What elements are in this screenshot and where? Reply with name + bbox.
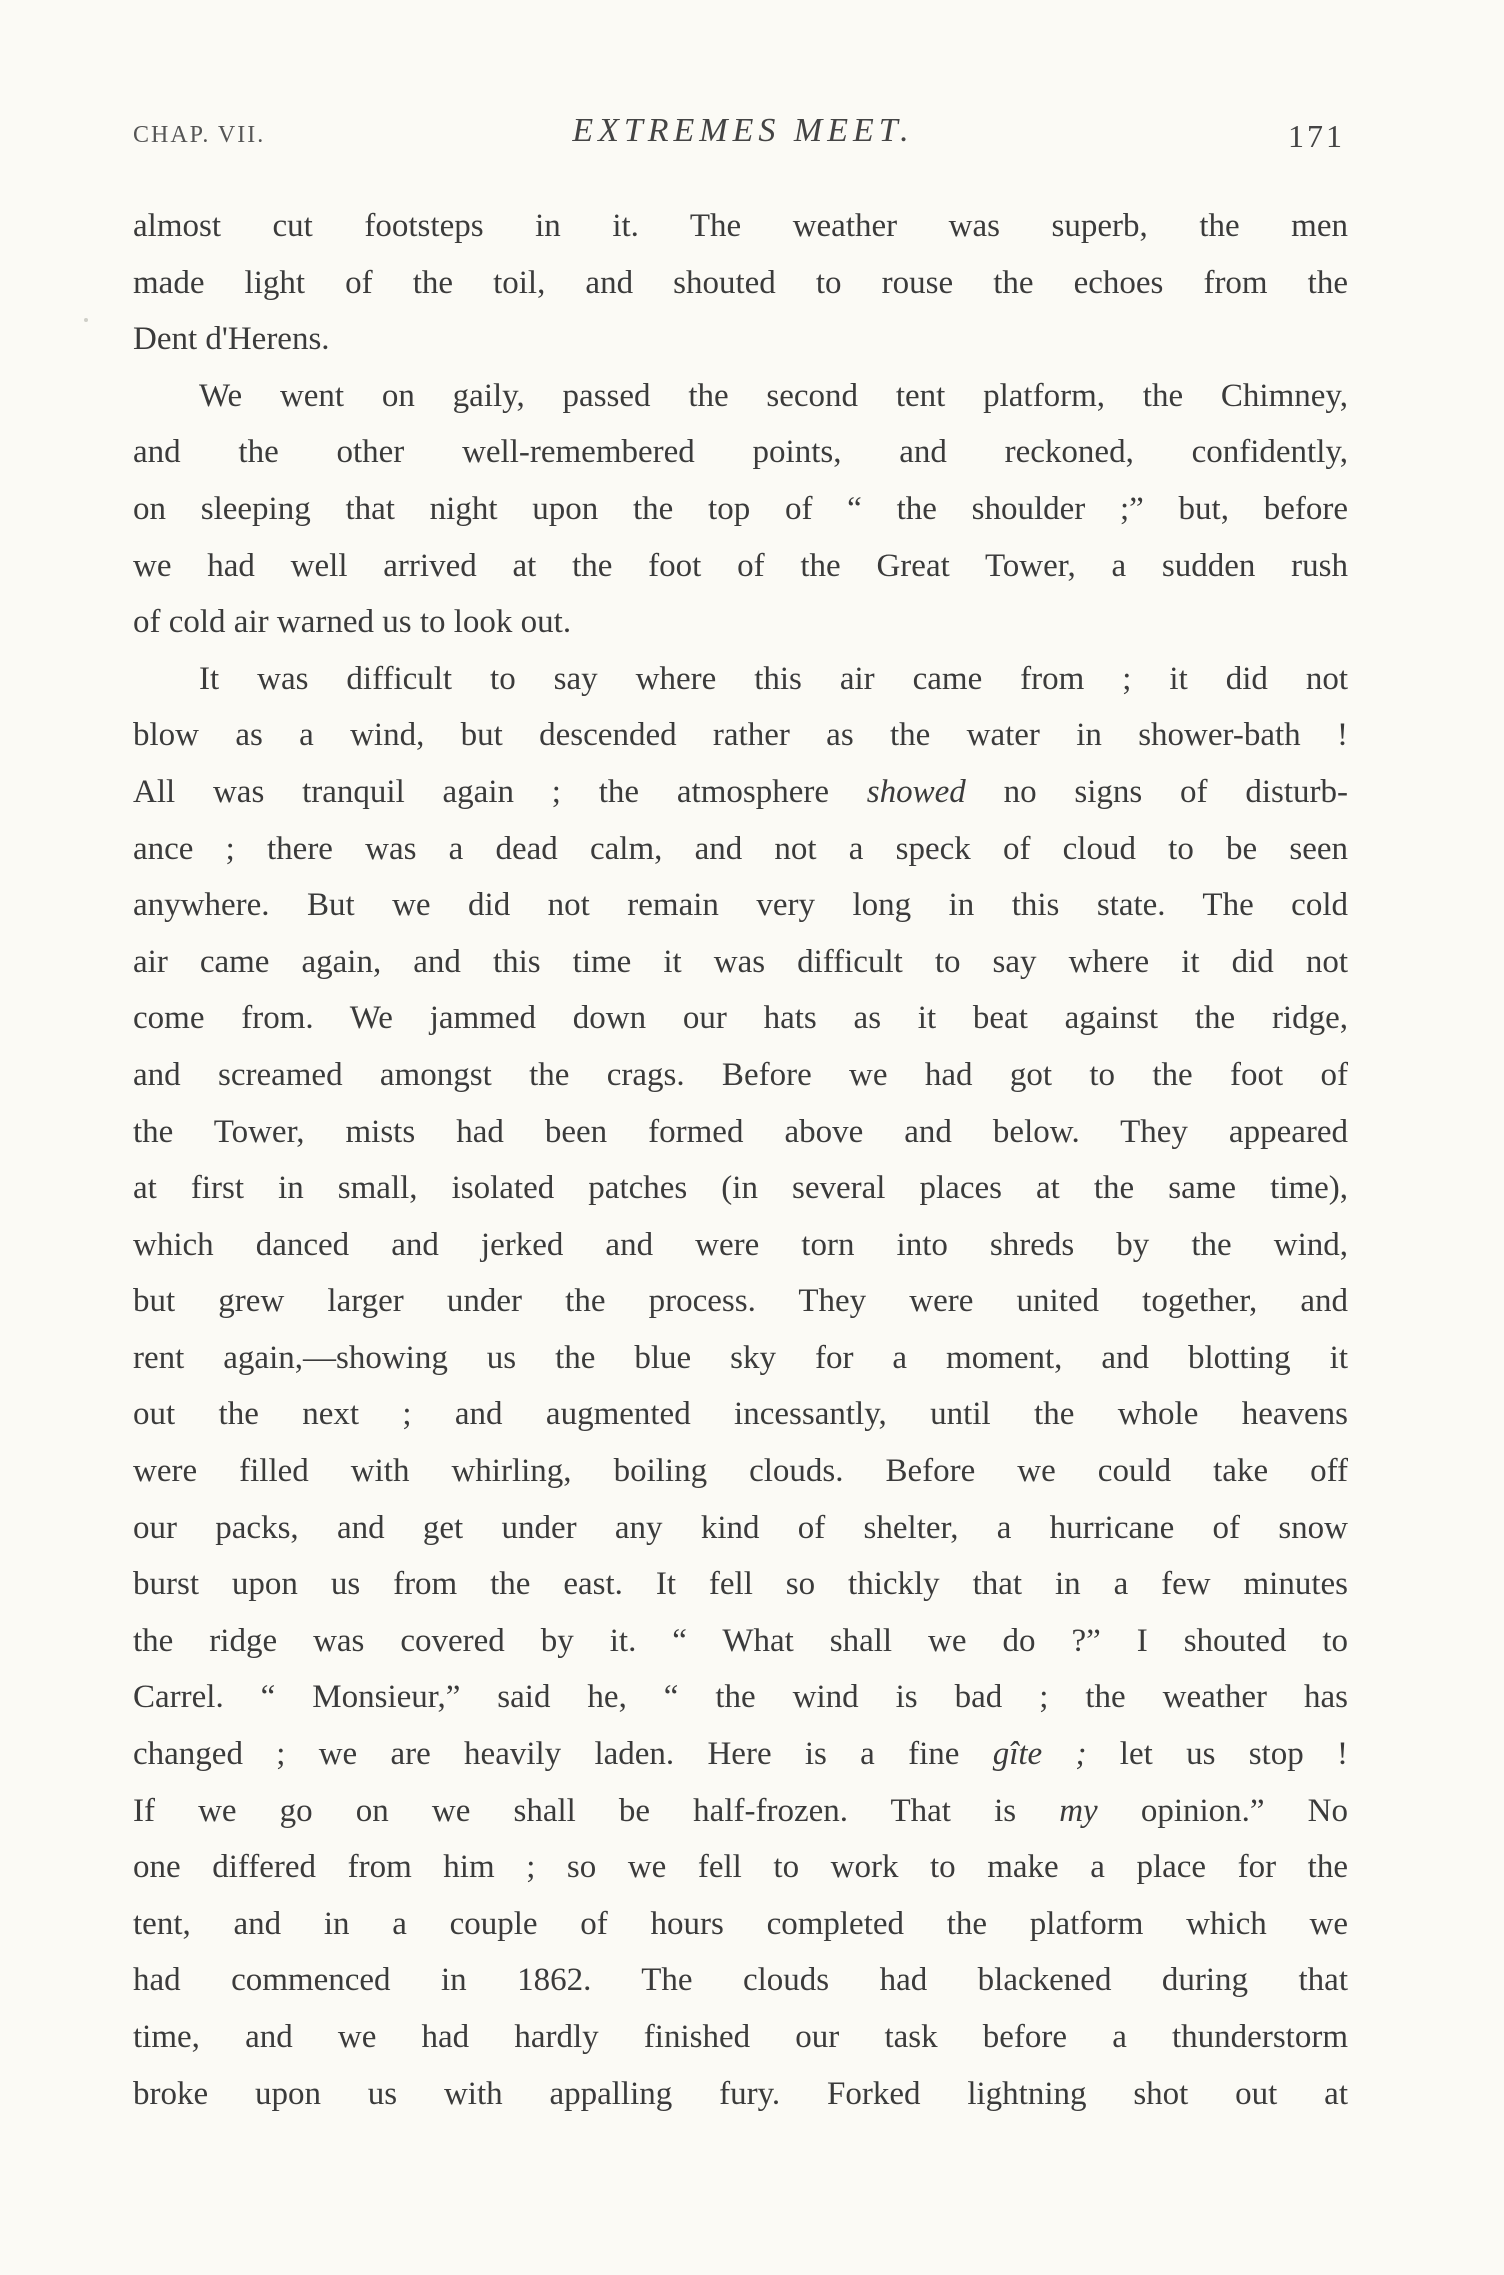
text-line: but grew larger under the process. They were united together, and — [133, 1283, 1348, 1320]
text-line: which danced and jerked and were torn into shreds by the wind, — [133, 1226, 1348, 1263]
text-line: the ridge was covered by it. “ What shall we do ?” I shouted to — [133, 1622, 1348, 1659]
text-line: broke upon us with appalling fury. Forked lightning shot out at — [133, 2075, 1348, 2112]
text-line: Carrel. “ Monsieur,” said he, “ the wind is bad ; the weather has — [133, 1679, 1348, 1716]
paper-speck — [84, 318, 88, 322]
text-segment: All was tranquil again ; the atmosphere — [133, 773, 867, 810]
text-line: Dent d'Herens. — [133, 321, 330, 358]
text-line: rent again,—showing us the blue sky for a moment, and blotting it — [133, 1339, 1348, 1376]
text-line — [133, 764, 1348, 821]
text-line: were filled with whirling, boiling clouds. Before we could take off — [133, 1453, 1348, 1490]
text-line: had commenced in 1862. The clouds had blackened during that — [133, 1962, 1348, 1999]
text-line — [133, 1783, 1348, 1840]
italic-word: showed — [866, 773, 966, 810]
text-line: one differed from him ; so we fell to work to make a place for the — [133, 1849, 1348, 1886]
text-line: made light of the toil, and shouted to rouse the echoes from the — [133, 264, 1348, 301]
running-header — [133, 112, 1353, 162]
text-line — [133, 1726, 1348, 1783]
running-title: EXTREMES MEET. — [572, 112, 914, 149]
text-line: the Tower, mists had been formed above and below. They appeared — [133, 1113, 1348, 1150]
chapter-label: CHAP. VII. — [133, 122, 266, 148]
text-line: We went on gaily, passed the second tent platform, the Chimney, — [199, 377, 1348, 414]
text-segment: If we go on we shall be half-frozen. That is — [133, 1792, 1060, 1829]
text-line: we had well arrived at the foot of the Great Tower, a sudden rush — [133, 547, 1348, 584]
text-line: at first in small, isolated patches (in several places at the same time), — [133, 1170, 1348, 1207]
text-line: It was difficult to say where this air came from ; it did not — [199, 660, 1348, 697]
text-line: anywhere. But we did not remain very long in this state. The cold — [133, 887, 1348, 924]
text-line: almost cut footsteps in it. The weather was superb, the men — [133, 208, 1348, 244]
text-segment: opinion.” No — [1097, 1792, 1348, 1829]
text-line: blow as a wind, but descended rather as the water in shower-bath ! — [133, 717, 1348, 754]
italic-word: my — [1059, 1792, 1098, 1829]
page-number: 171 — [1288, 118, 1345, 154]
text-line: our packs, and get under any kind of shelter, a hurricane of snow — [133, 1509, 1348, 1546]
text-line: time, and we had hardly finished our task before a thunderstorm — [133, 2019, 1348, 2055]
text-line: out the next ; and augmented incessantly, until the whole heavens — [133, 1396, 1348, 1433]
italic-word: gîte ; — [992, 1736, 1087, 1773]
text-line: ance ; there was a dead calm, and not a speck of cloud to be seen — [133, 830, 1348, 867]
text-line: tent, and in a couple of hours completed the platform which we — [133, 1905, 1348, 1942]
text-segment: no signs of disturb- — [965, 773, 1348, 810]
body-text — [133, 198, 1348, 2122]
text-line: and the other well-remembered points, and reckoned, confidently, — [133, 434, 1348, 471]
text-line: of cold air warned us to look out. — [133, 604, 572, 641]
text-line: come from. We jammed down our hats as it beat against the ridge, — [133, 1000, 1348, 1037]
text-line: and screamed amongst the crags. Before we had got to the foot of — [133, 1056, 1348, 1093]
text-segment: let us stop ! — [1086, 1736, 1348, 1773]
text-line: burst upon us from the east. It fell so thickly that in a few minutes — [133, 1566, 1348, 1603]
text-line: air came again, and this time it was difficult to say where it did not — [133, 943, 1348, 980]
text-line: on sleeping that night upon the top of “ the shoulder ;” but, before — [133, 490, 1348, 527]
text-segment: changed ; we are heavily laden. Here is a fine — [133, 1736, 993, 1773]
